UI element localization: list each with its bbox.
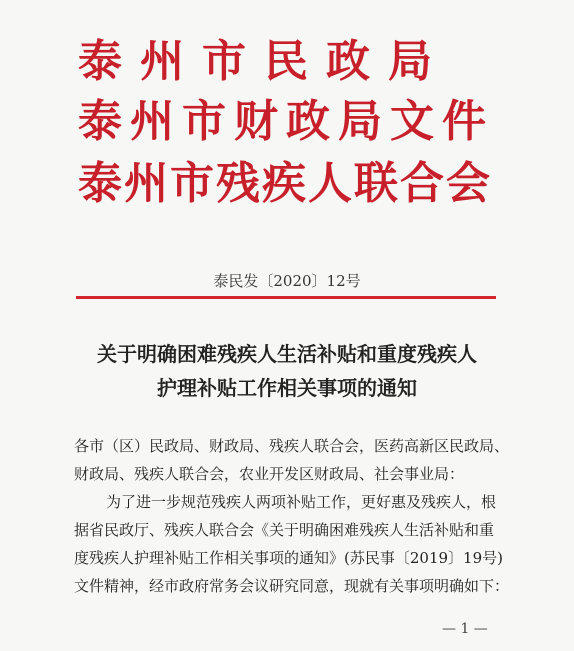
issuer-finance: 泰州市财政局文件	[78, 96, 494, 147]
document-title-line-2: 护理补贴工作相关事项的通知	[157, 376, 417, 400]
paragraph-line-3: 度残疾人护理补贴工作相关事项的通知》(苏民事〔2019〕19号)	[74, 549, 503, 567]
document-number: 泰民发〔2020〕12号	[213, 272, 361, 290]
paragraph-line-1: 为了进一步规范残疾人两项补贴工作，更好惠及残疾人，根	[106, 493, 497, 511]
issuer-civil-affairs: 泰州市民政局	[78, 36, 450, 87]
issuer-disabled-federation: 泰州市残疾人联合会	[78, 158, 492, 209]
document-title-line-1: 关于明确困难残疾人生活补贴和重度残疾人	[97, 342, 477, 366]
page-number: — 1 —	[442, 621, 488, 637]
recipients-line-2: 财政局、残疾人联合会，农业开发区财政局、社会事业局：	[74, 465, 465, 483]
paragraph-line-4: 文件精神，经市政府常务会议研究同意，现就有关事项明确如下：	[74, 577, 510, 595]
paragraph-line-2: 据省民政厅、残疾人联合会《关于明确困难残疾人生活补贴和重	[74, 521, 495, 539]
red-divider	[76, 296, 496, 299]
recipients-line-1: 各市（区）民政局、财政局、残疾人联合会，医药高新区民政局、	[74, 437, 510, 455]
